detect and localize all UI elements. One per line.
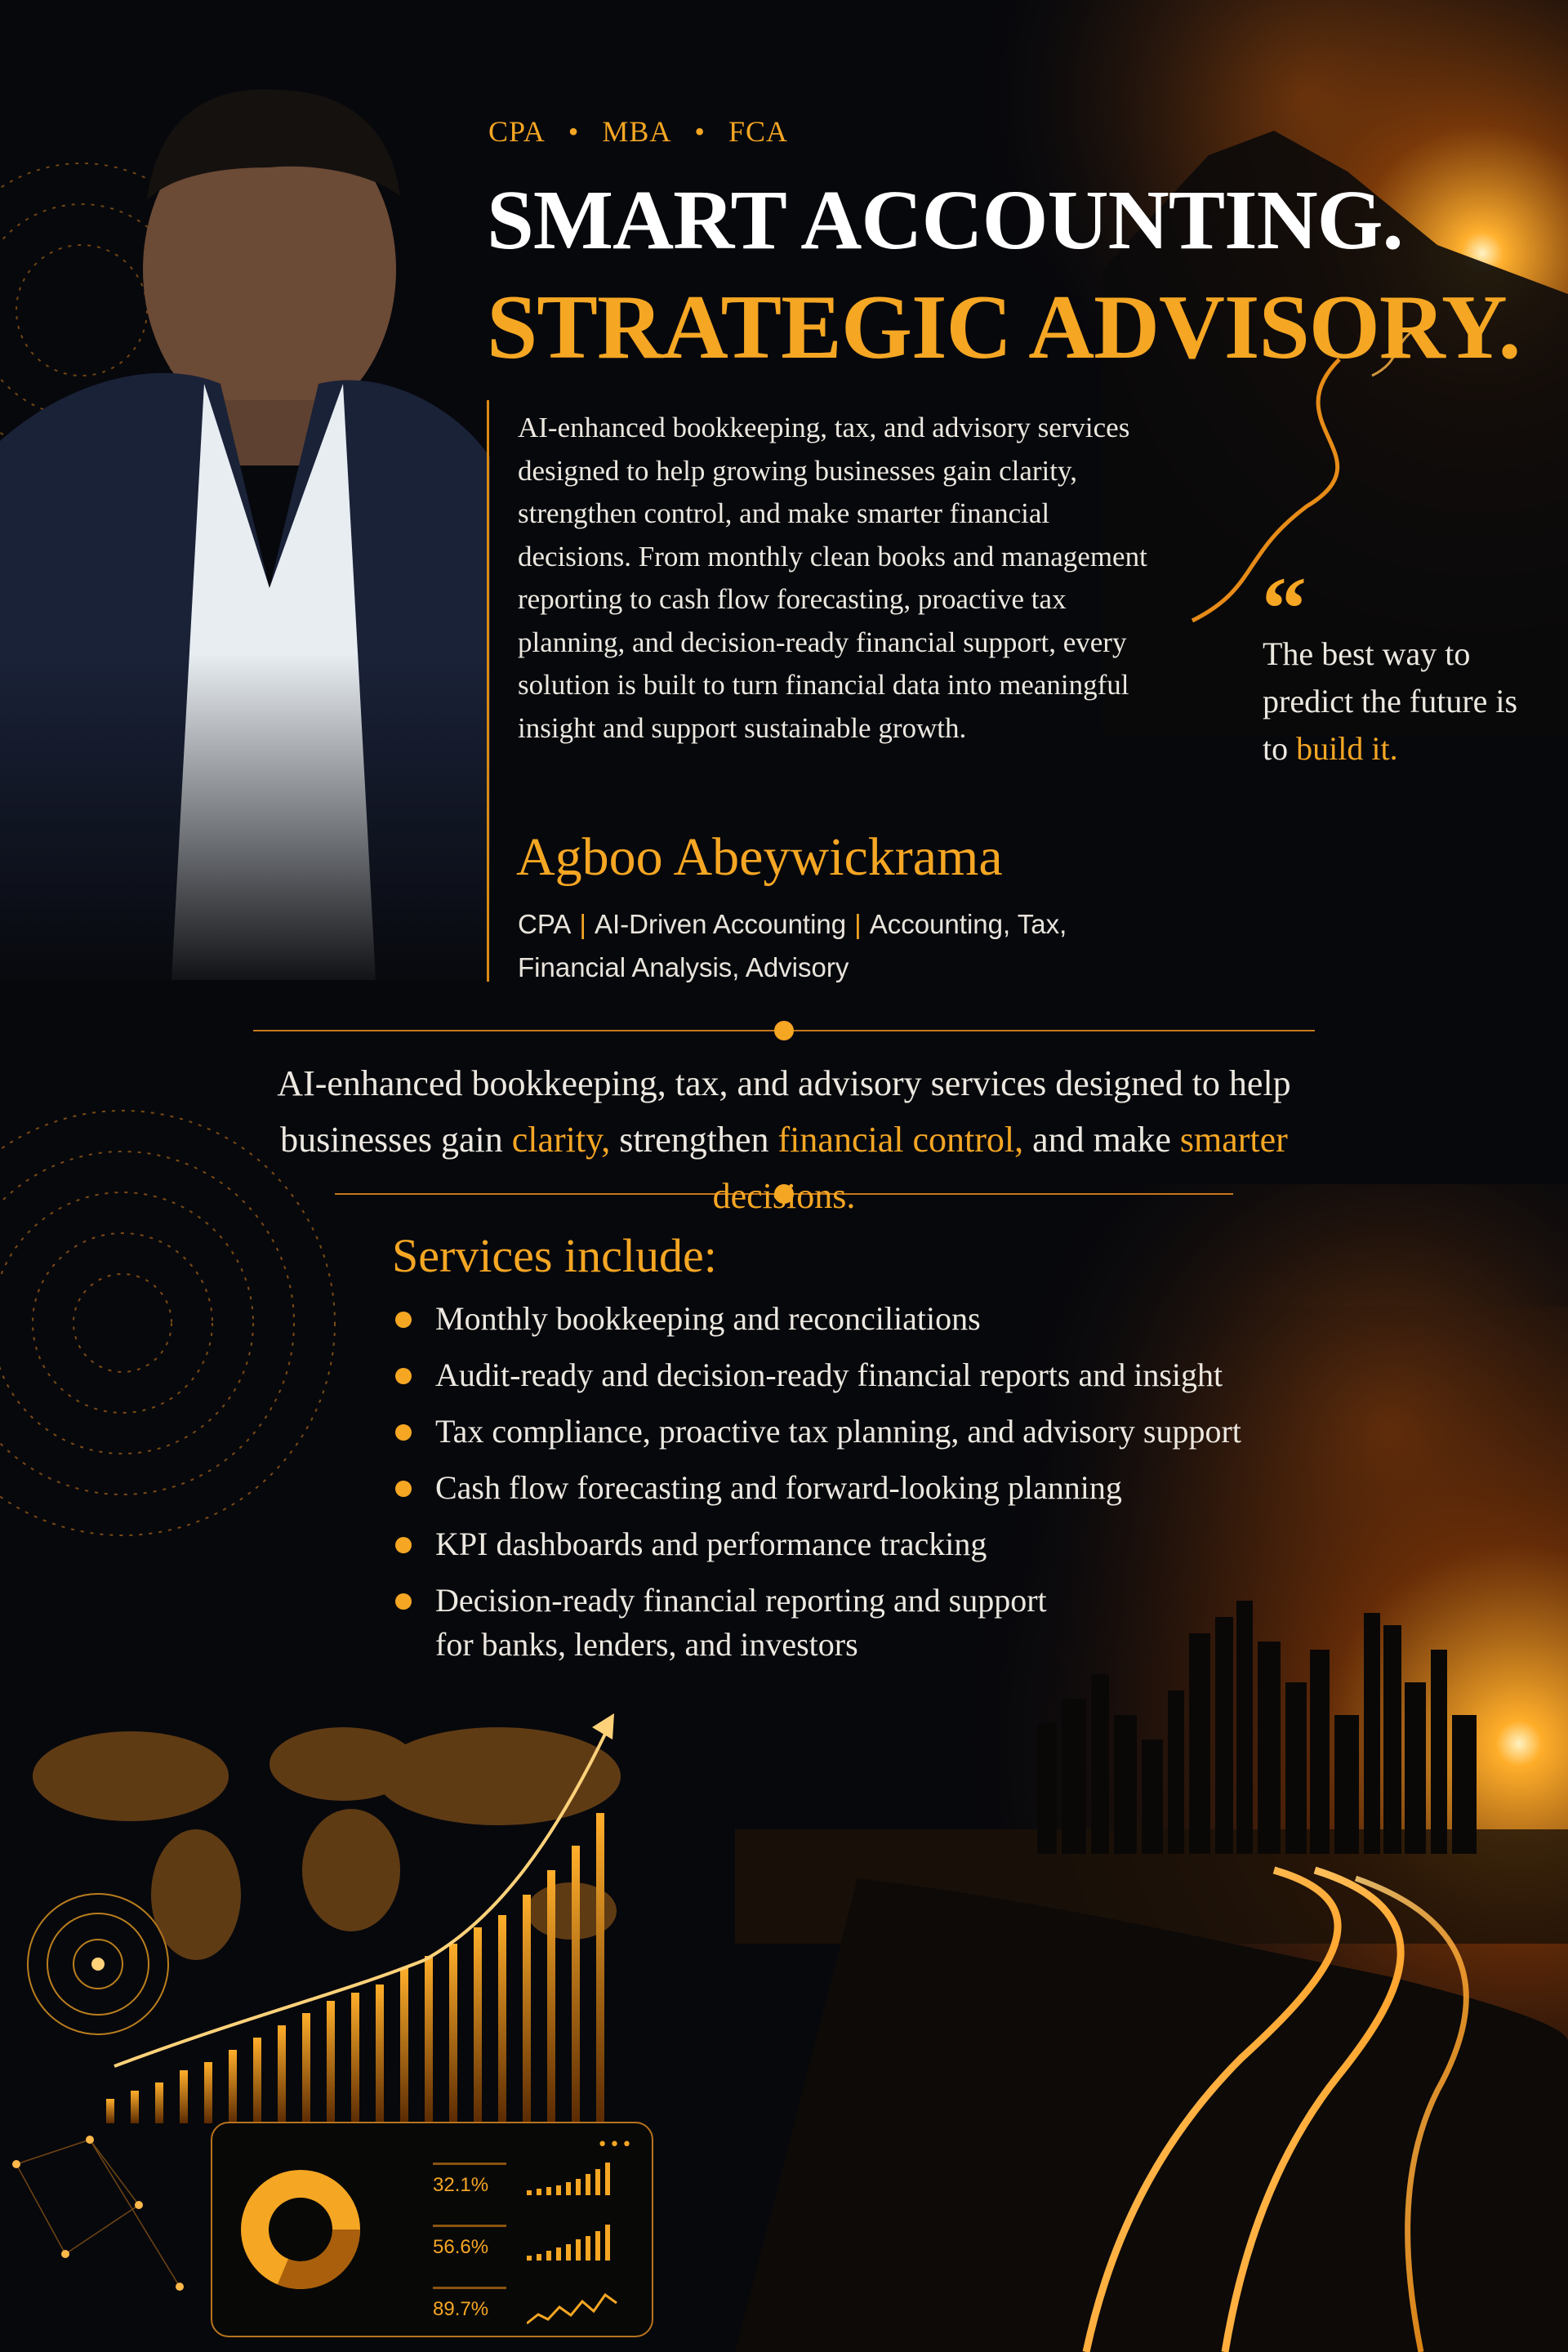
quote-mark-icon: “ [1262, 559, 1307, 658]
summary-statement [245, 1055, 1323, 1224]
list-item [390, 1522, 1272, 1566]
summary-highlight-control: financial control, [777, 1120, 1024, 1160]
stat-line-3 [433, 2287, 506, 2289]
stat-value-1: 32.1% [433, 2174, 489, 2196]
profile-name: Agboo Abeywickrama [516, 827, 1003, 887]
service-text: Cash flow forecasting and forward-looking planning [435, 1469, 1122, 1506]
list-item [390, 1466, 1272, 1510]
role-cpa: CPA [518, 909, 572, 939]
credentials [488, 114, 788, 149]
summary-highlight-decisions: smarter decisions. [712, 1120, 1288, 1216]
credential-cpa: CPA [488, 115, 546, 148]
credential-fca: FCA [728, 115, 789, 148]
services-title: Services include: [392, 1229, 717, 1282]
role-separator: | [579, 909, 586, 939]
mini-bars-icon [527, 2140, 633, 2336]
bullet-icon [395, 1593, 412, 1610]
credential-separator: • [568, 115, 580, 148]
credential-mba: MBA [602, 115, 672, 148]
services-list [390, 1297, 1272, 1679]
summary-part2: strengthen [619, 1120, 769, 1160]
summary-highlight-clarity: clarity, [511, 1120, 611, 1160]
service-text: Decision-ready financial reporting and support for banks, lenders, and investors [435, 1582, 1047, 1663]
bullet-icon [395, 1312, 412, 1328]
service-text: Audit-ready and decision-ready financial reports and insight [435, 1356, 1223, 1393]
more-icon: ••• [597, 2135, 634, 2155]
bullet-icon [395, 1481, 412, 1497]
bullet-icon [395, 1368, 412, 1384]
bullet-icon [395, 1424, 412, 1441]
service-text: Tax compliance, proactive tax planning, and advisory support [435, 1413, 1241, 1450]
quote-text [1263, 630, 1540, 773]
quote-body: The best way to predict the future is to [1263, 635, 1518, 767]
donut-chart-icon [235, 2164, 366, 2295]
list-item [390, 1579, 1089, 1667]
service-text: Monthly bookkeeping and reconciliations [435, 1300, 981, 1337]
role-separator: | [854, 909, 862, 939]
headline-line1: SMART ACCOUNTING. [487, 173, 1403, 267]
intro-paragraph: AI-enhanced bookkeeping, tax, and advisory services designed to help growing businesses gain clarity, strengthen control, and make smarter financial decisions. From monthly clean books and management reporting to cash flow forecasting, proactive tax planning, and decision-ready financial support, every solution is built to turn financial data into meaningful insight and support sustainable growth. [518, 412, 1147, 744]
role-ai: AI-Driven Accounting [594, 909, 847, 939]
summary-part1: AI-enhanced bookkeeping, tax, and advisory services designed to help businesses gain [277, 1063, 1291, 1160]
profile-roles [518, 902, 1155, 989]
headline-line2: STRATEGIC ADVISORY. [487, 277, 1521, 378]
portrait-photo [0, 82, 490, 980]
dashboard-card [211, 2122, 653, 2337]
accent-vertical-line [487, 400, 489, 982]
quote-highlight: build it. [1296, 730, 1398, 767]
stat-value-3: 89.7% [433, 2298, 489, 2320]
stat-line-1 [433, 2163, 506, 2165]
bullet-icon [395, 1537, 412, 1553]
list-item [390, 1353, 1272, 1397]
list-item [390, 1297, 1272, 1341]
list-item [390, 1410, 1272, 1454]
role-specialties: Accounting, Tax, Financial Analysis, Advisory [518, 909, 1067, 982]
stat-line-2 [433, 2225, 506, 2227]
summary-part3: and make [1032, 1120, 1171, 1160]
credential-separator: • [694, 115, 706, 148]
stat-value-2: 56.6% [433, 2236, 489, 2258]
service-text: KPI dashboards and performance tracking [435, 1526, 987, 1562]
